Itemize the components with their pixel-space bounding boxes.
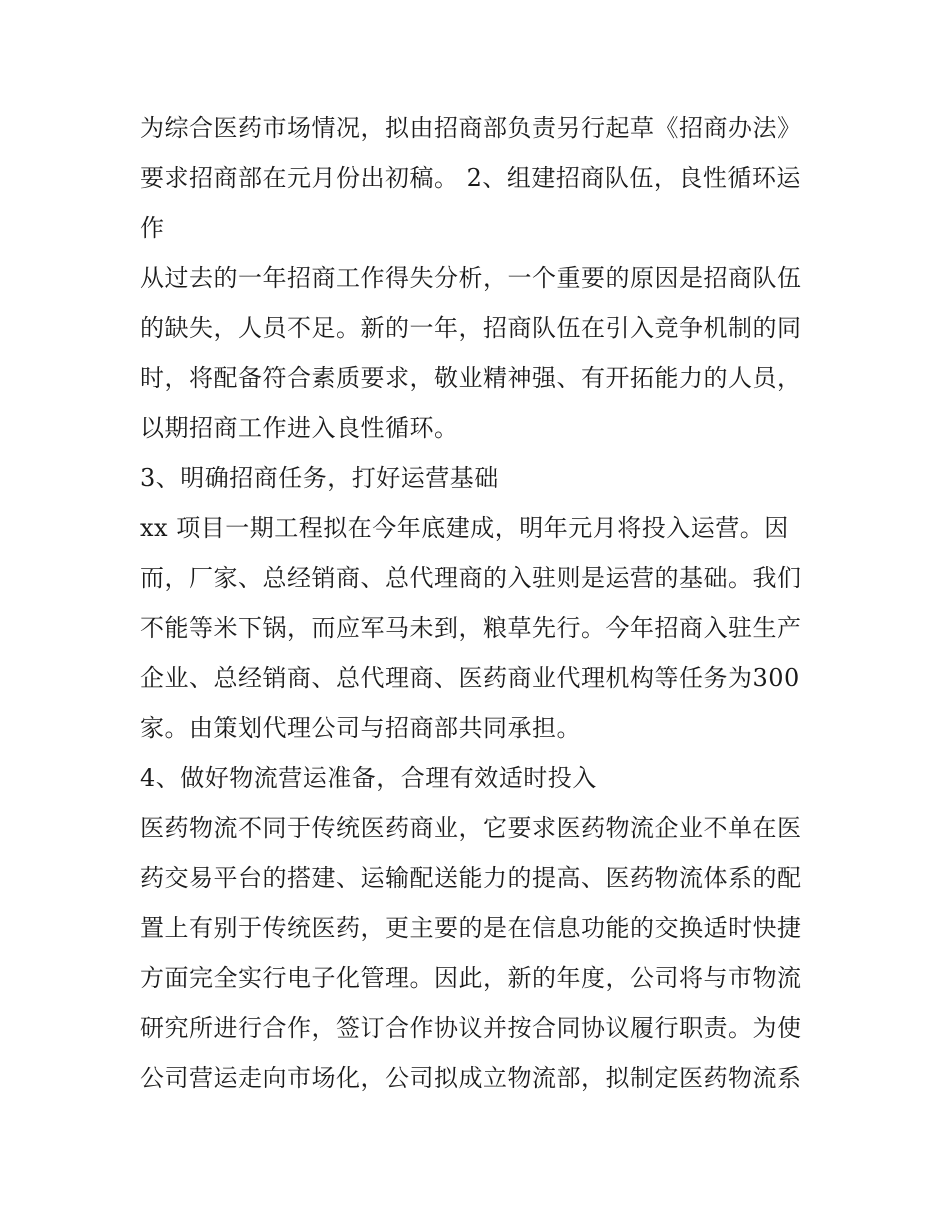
section-heading-4: 4、做好物流营运准备，合理有效适时投入 [140,764,597,792]
paragraph-recruitment-method: 为综合医药市场情况，拟由招商部负责另行起草《招商办法》要求招商部在元月份出初稿。 2、组建招商队伍，良性循环运作 [140,114,802,242]
paragraph-project-tasks: xx 项目一期工程拟在今年底建成，明年元月将投入运营。因而，厂家、总经销商、总代理商的入驻则是运营的基础。我们不能等米下锅，而应军马未到，粮草先行。今年招商入驻生产企业、总经销商、总代理商、医药商业代理机构等任务为300家。由策划代理公司与招商部共同承担。 [140,514,802,742]
document-body [140,103,815,1103]
section-heading-3: 3、明确招商任务，打好运营基础 [140,464,499,492]
paragraph-team-analysis: 从过去的一年招商工作得失分析，一个重要的原因是招商队伍的缺失，人员不足。新的一年，招商队伍在引入竞争机制的同时，将配备符合素质要求，敬业精神强、有开拓能力的人员，以期招商工作进入良性循环。 [140,264,802,442]
paragraph-logistics: 医药物流不同于传统医药商业，它要求医药物流企业不单在医药交易平台的搭建、运输配送能力的提高、医药物流体系的配置上有别于传统医药，更主要的是在信息功能的交换适时快捷方面完全实行电子化管理。因此，新的年度，公司将与市物流研究所进行合作，签订合作协议并按合同协议履行职责。为使公司营运走向市场化，公司拟成立物流部，拟制定医药物流系 [140,814,802,1092]
